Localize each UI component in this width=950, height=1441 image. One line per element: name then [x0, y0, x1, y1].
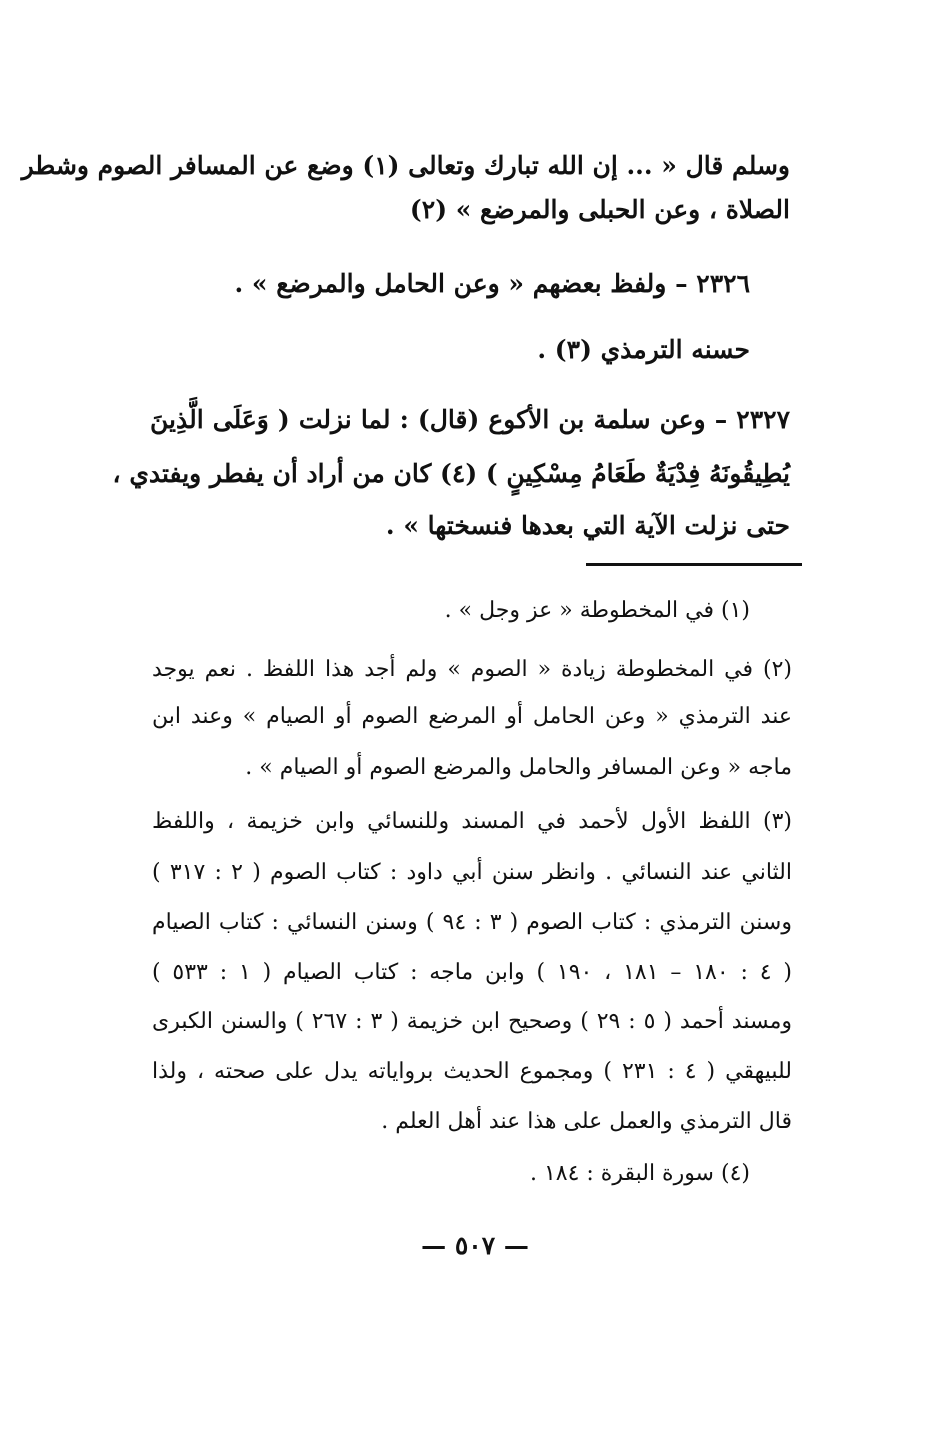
footnote-3-line: (٣) اللفظ الأول لأحمد في المسند وللنسائي وابن خزيمة ، واللفظ [152, 809, 792, 834]
footnote-3-line: وسنن الترمذي : كتاب الصوم ( ٣ : ٩٤ ) وسنن النسائي : كتاب الصيام [152, 910, 792, 935]
hadith-2326: ٢٣٢٦ – ولفظ بعضهم « وعن الحامل والمرضع » . [234, 269, 750, 298]
main-text-line: وسلم قال « ... إن الله تبارك وتعالى (١) وضع عن المسافر الصوم وشطر [21, 151, 790, 180]
hadith-2327-line: حتى نزلت الآية التي بعدها فنسختها » . [385, 511, 790, 540]
hadith-2327-line: ٢٣٢٧ – وعن سلمة بن الأكوع (قال) : لما نزلت ( وَعَلَى الَّذِينَ [150, 405, 790, 434]
grading-note: حسنه الترمذي (٣) . [537, 335, 750, 364]
footnote-3-line: ( ٤ : ١٨٠ – ١٨١ ، ١٩٠ ) وابن ماجه : كتاب الصيام ( ١ : ٥٣٣ ) [152, 960, 792, 985]
footnote-1: (١) في المخطوطة « عز وجل » . [444, 598, 750, 623]
footnote-2-line: (٢) في المخطوطة زيادة « الصوم » ولم أجد هذا اللفظ . نعم يوجد [152, 657, 792, 682]
footnote-2-line: ماجه « وعن المسافر والحامل والمرضع الصوم أو الصيام » . [245, 755, 792, 780]
footnote-4: (٤) سورة البقرة : ١٨٤ . [529, 1161, 750, 1186]
page-number: — ٥٠٧ — [421, 1231, 529, 1260]
footnote-2-line: عند الترمذي « وعن الحامل أو المرضع الصوم أو الصيام » وعند ابن [152, 704, 792, 729]
main-text-line: الصلاة ، وعن الحبلى والمرضع » (٢) [409, 195, 790, 224]
footnote-3-line: للبيهقي ( ٤ : ٢٣١ ) ومجموع الحديث برواياته يدل على صحته ، ولذا [152, 1059, 792, 1084]
footnote-3-line: قال الترمذي والعمل على هذا عند أهل العلم . [381, 1109, 792, 1134]
hadith-2327-line: يُطِيقُونَهُ فِدْيَةٌ طَعَامُ مِسْكِينٍ ) (٤) كان من أراد أن يفطر ويفتدي ، [112, 459, 790, 488]
footnote-3-line: الثاني عند النسائي . وانظر سنن أبي داود : كتاب الصوم ( ٢ : ٣١٧ ) [152, 860, 792, 885]
footnote-3-line: ومسند أحمد ( ٥ : ٢٩ ) وصحيح ابن خزيمة ( ٣ : ٢٦٧ ) والسنن الكبرى [152, 1009, 793, 1034]
footnote-divider [586, 563, 802, 566]
